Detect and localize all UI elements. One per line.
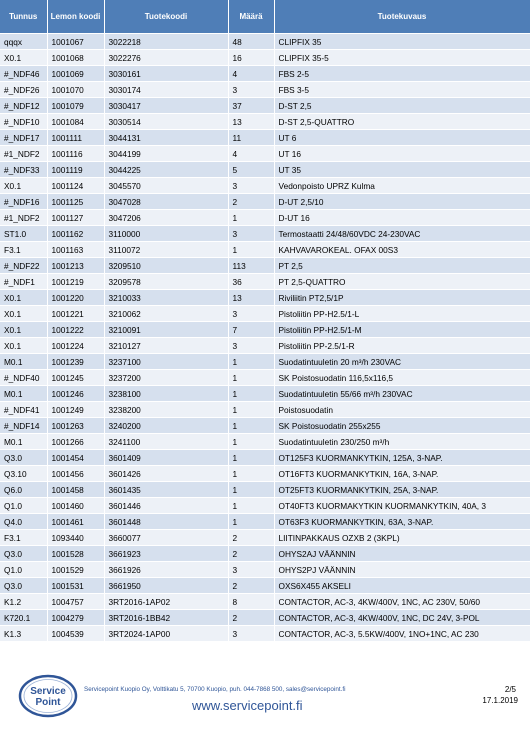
- cell-lemon-koodi: 1001458: [47, 482, 104, 498]
- table-row: [0, 34, 530, 50]
- cell-tuotekoodi: 3241100: [104, 434, 228, 450]
- table-row: [0, 242, 530, 258]
- cell-tunnus: qqqx: [0, 34, 47, 50]
- cell-tuotekoodi: 3661926: [104, 562, 228, 578]
- cell-tuotekuvaus: D-ST 2,5-QUATTRO: [274, 114, 530, 130]
- cell-maara: 1: [228, 498, 274, 514]
- cell-tuotekoodi: 3022276: [104, 50, 228, 66]
- cell-tuotekuvaus: OT25FT3 KUORMANKYTKIN, 25A, 3-NAP.: [274, 482, 530, 498]
- table-row: [0, 482, 530, 498]
- cell-tuotekoodi: 3RT2016-1BB42: [104, 610, 228, 626]
- cell-maara: 1: [228, 354, 274, 370]
- table-row: [0, 98, 530, 114]
- cell-tunnus: Q3.10: [0, 466, 47, 482]
- cell-tunnus: Q1.0: [0, 562, 47, 578]
- cell-maara: 1: [228, 242, 274, 258]
- cell-tuotekoodi: 3030417: [104, 98, 228, 114]
- cell-lemon-koodi: 1001222: [47, 322, 104, 338]
- page-footer: [0, 672, 530, 737]
- cell-maara: 16: [228, 50, 274, 66]
- cell-maara: 3: [228, 562, 274, 578]
- cell-lemon-koodi: 1004279: [47, 610, 104, 626]
- header-maara: Määrä: [228, 0, 274, 34]
- cell-maara: 5: [228, 162, 274, 178]
- cell-tuotekuvaus: CONTACTOR, AC-3, 5.5KW/400V, 1NO+1NC, AC 230: [274, 626, 530, 642]
- cell-lemon-koodi: 1001067: [47, 34, 104, 50]
- cell-tuotekoodi: 3045570: [104, 178, 228, 194]
- cell-tunnus: #1_NDF2: [0, 146, 47, 162]
- cell-tuotekoodi: 3210091: [104, 322, 228, 338]
- cell-lemon-koodi: 1001266: [47, 434, 104, 450]
- cell-tuotekuvaus: CONTACTOR, AC-3, 4KW/400V, 1NC, DC 24V, 3-POL: [274, 610, 530, 626]
- cell-lemon-koodi: 1001528: [47, 546, 104, 562]
- cell-tuotekuvaus: Pistoliitin PP-H2.5/1-L: [274, 306, 530, 322]
- cell-tunnus: X0.1: [0, 290, 47, 306]
- table-row: [0, 386, 530, 402]
- cell-lemon-koodi: 1001068: [47, 50, 104, 66]
- cell-lemon-koodi: 1001249: [47, 402, 104, 418]
- cell-tunnus: M0.1: [0, 434, 47, 450]
- cell-maara: 13: [228, 290, 274, 306]
- cell-tuotekuvaus: OXS6X455 AKSELI: [274, 578, 530, 594]
- cell-tuotekoodi: 3238200: [104, 402, 228, 418]
- cell-tunnus: #_NDF46: [0, 66, 47, 82]
- cell-maara: 48: [228, 34, 274, 50]
- table-row: [0, 258, 530, 274]
- cell-tuotekoodi: 3110072: [104, 242, 228, 258]
- cell-tuotekoodi: 3030174: [104, 82, 228, 98]
- cell-maara: 2: [228, 194, 274, 210]
- cell-tuotekuvaus: D-ST 2,5: [274, 98, 530, 114]
- cell-maara: 13: [228, 114, 274, 130]
- cell-lemon-koodi: 1004757: [47, 594, 104, 610]
- table-row: [0, 578, 530, 594]
- cell-tunnus: X0.1: [0, 50, 47, 66]
- cell-maara: 2: [228, 578, 274, 594]
- table-row: [0, 434, 530, 450]
- cell-maara: 4: [228, 66, 274, 82]
- cell-tunnus: F3.1: [0, 530, 47, 546]
- table-row: [0, 210, 530, 226]
- table-row: [0, 178, 530, 194]
- cell-tunnus: #_NDF40: [0, 370, 47, 386]
- table-row: [0, 274, 530, 290]
- table-row: [0, 594, 530, 610]
- cell-tuotekuvaus: CONTACTOR, AC-3, 4KW/400V, 1NC, AC 230V, 50/60: [274, 594, 530, 610]
- cell-lemon-koodi: 1001124: [47, 178, 104, 194]
- cell-lemon-koodi: 1004539: [47, 626, 104, 642]
- table-row: [0, 194, 530, 210]
- cell-lemon-koodi: 1001220: [47, 290, 104, 306]
- cell-tuotekoodi: 3210033: [104, 290, 228, 306]
- table-row: [0, 546, 530, 562]
- cell-tunnus: M0.1: [0, 354, 47, 370]
- cell-maara: 3: [228, 626, 274, 642]
- cell-maara: 36: [228, 274, 274, 290]
- cell-tuotekoodi: 3661950: [104, 578, 228, 594]
- cell-lemon-koodi: 1001119: [47, 162, 104, 178]
- cell-tuotekuvaus: OT40FT3 KUORMAKYTKIN KUORMANKYTKIN, 40A, 3: [274, 498, 530, 514]
- cell-lemon-koodi: 1001263: [47, 418, 104, 434]
- cell-lemon-koodi: 1001125: [47, 194, 104, 210]
- cell-lemon-koodi: 1001213: [47, 258, 104, 274]
- cell-tunnus: X0.1: [0, 338, 47, 354]
- cell-tunnus: #_NDF26: [0, 82, 47, 98]
- cell-maara: 37: [228, 98, 274, 114]
- cell-maara: 11: [228, 130, 274, 146]
- cell-tunnus: #_NDF14: [0, 418, 47, 434]
- cell-tuotekoodi: 3044225: [104, 162, 228, 178]
- cell-maara: 1: [228, 370, 274, 386]
- cell-tunnus: ST1.0: [0, 226, 47, 242]
- cell-tuotekuvaus: FBS 2-5: [274, 66, 530, 82]
- cell-tuotekuvaus: Riviliitin PT2,5/1P: [274, 290, 530, 306]
- cell-tuotekuvaus: UT 16: [274, 146, 530, 162]
- website-link[interactable]: www.servicepoint.fi: [192, 698, 303, 713]
- cell-tunnus: K720.1: [0, 610, 47, 626]
- cell-maara: 3: [228, 306, 274, 322]
- cell-lemon-koodi: 1001456: [47, 466, 104, 482]
- cell-tuotekuvaus: Suodatintuuletin 20 m³/h 230VAC: [274, 354, 530, 370]
- logo-text-point: Point: [35, 697, 61, 708]
- table-row: [0, 306, 530, 322]
- table-row: [0, 626, 530, 642]
- cell-tuotekoodi: 3209578: [104, 274, 228, 290]
- cell-maara: 3: [228, 338, 274, 354]
- cell-tuotekuvaus: Suodatintuuletin 55/66 m³/h 230VAC: [274, 386, 530, 402]
- cell-tuotekuvaus: CLIPFIX 35-5: [274, 50, 530, 66]
- cell-maara: 1: [228, 514, 274, 530]
- cell-tunnus: Q3.0: [0, 450, 47, 466]
- cell-lemon-koodi: 1001246: [47, 386, 104, 402]
- cell-tuotekuvaus: CLIPFIX 35: [274, 34, 530, 50]
- cell-tunnus: #_NDF41: [0, 402, 47, 418]
- cell-maara: 1: [228, 402, 274, 418]
- table-row: [0, 82, 530, 98]
- cell-tunnus: #_NDF22: [0, 258, 47, 274]
- table-row: [0, 498, 530, 514]
- cell-tuotekoodi: 3238100: [104, 386, 228, 402]
- cell-tuotekuvaus: FBS 3-5: [274, 82, 530, 98]
- service-point-logo: [18, 674, 78, 718]
- table-row: [0, 370, 530, 386]
- cell-tuotekoodi: 3210062: [104, 306, 228, 322]
- table-body: [0, 34, 530, 642]
- table-row: [0, 562, 530, 578]
- cell-tuotekoodi: 3209510: [104, 258, 228, 274]
- cell-tuotekuvaus: OT63F3 KUORMANKYTKIN, 63A, 3-NAP.: [274, 514, 530, 530]
- cell-tunnus: F3.1: [0, 242, 47, 258]
- header-lemon-koodi: Lemon koodi: [47, 0, 104, 34]
- cell-lemon-koodi: 1001461: [47, 514, 104, 530]
- cell-tuotekuvaus: OHYS2PJ VÄÄNNIN: [274, 562, 530, 578]
- cell-tuotekoodi: 3030514: [104, 114, 228, 130]
- cell-tuotekuvaus: D-UT 2,5/10: [274, 194, 530, 210]
- cell-tuotekoodi: 3210127: [104, 338, 228, 354]
- cell-maara: 1: [228, 466, 274, 482]
- cell-tuotekuvaus: OT16FT3 KUORMANKYTKIN, 16A, 3-NAP.: [274, 466, 530, 482]
- cell-lemon-koodi: 1001219: [47, 274, 104, 290]
- table-row: [0, 146, 530, 162]
- cell-maara: 113: [228, 258, 274, 274]
- table-row: [0, 162, 530, 178]
- table-row: [0, 226, 530, 242]
- cell-tunnus: #_NDF17: [0, 130, 47, 146]
- cell-tuotekuvaus: D-UT 16: [274, 210, 530, 226]
- cell-tunnus: #_NDF10: [0, 114, 47, 130]
- header-tuotekuvaus: Tuotekuvaus: [274, 0, 530, 34]
- cell-tuotekuvaus: Poistosuodatin: [274, 402, 530, 418]
- cell-maara: 1: [228, 418, 274, 434]
- table-row: [0, 402, 530, 418]
- cell-tuotekuvaus: PT 2,5: [274, 258, 530, 274]
- page-number: 2/5: [504, 685, 516, 694]
- table-row: [0, 418, 530, 434]
- cell-maara: 1: [228, 210, 274, 226]
- cell-lemon-koodi: 1001531: [47, 578, 104, 594]
- table-row: [0, 466, 530, 482]
- cell-maara: 2: [228, 530, 274, 546]
- cell-tuotekoodi: 3661923: [104, 546, 228, 562]
- table-row: [0, 450, 530, 466]
- table-row: [0, 114, 530, 130]
- table-header-row: [0, 0, 530, 34]
- table-row: [0, 322, 530, 338]
- cell-tuotekoodi: 3237100: [104, 354, 228, 370]
- cell-tuotekoodi: 3030161: [104, 66, 228, 82]
- cell-maara: 1: [228, 450, 274, 466]
- cell-tuotekoodi: 3237200: [104, 370, 228, 386]
- cell-tuotekuvaus: PT 2,5-QUATTRO: [274, 274, 530, 290]
- cell-tuotekoodi: 3RT2016-1AP02: [104, 594, 228, 610]
- cell-lemon-koodi: 1001070: [47, 82, 104, 98]
- cell-lemon-koodi: 1001454: [47, 450, 104, 466]
- cell-lemon-koodi: 1001127: [47, 210, 104, 226]
- cell-tuotekuvaus: Vedonpoisto UPRZ Kulma: [274, 178, 530, 194]
- cell-lemon-koodi: 1001529: [47, 562, 104, 578]
- cell-tunnus: Q4.0: [0, 514, 47, 530]
- cell-tuotekuvaus: Pistoliitin PP-2.5/1-R: [274, 338, 530, 354]
- cell-tunnus: #_NDF1: [0, 274, 47, 290]
- cell-tuotekoodi: 3110000: [104, 226, 228, 242]
- cell-maara: 7: [228, 322, 274, 338]
- table-row: [0, 130, 530, 146]
- cell-tunnus: #_NDF33: [0, 162, 47, 178]
- cell-lemon-koodi: 1001079: [47, 98, 104, 114]
- table-row: [0, 514, 530, 530]
- cell-tuotekuvaus: UT 6: [274, 130, 530, 146]
- cell-maara: 2: [228, 546, 274, 562]
- cell-lemon-koodi: 1001221: [47, 306, 104, 322]
- company-info: Servicepoint Kuopio Oy, Volttikatu 5, 70700 Kuopio, puh. 044-7868 500, sales@servicepoint.fi: [84, 686, 346, 693]
- cell-tuotekoodi: 3022218: [104, 34, 228, 50]
- table-row: [0, 50, 530, 66]
- cell-tuotekoodi: 3601426: [104, 466, 228, 482]
- cell-maara: 1: [228, 434, 274, 450]
- cell-tuotekuvaus: KAHVAVAROKEAL. OFAX 00S3: [274, 242, 530, 258]
- cell-tuotekoodi: 3601409: [104, 450, 228, 466]
- cell-tuotekoodi: 3660077: [104, 530, 228, 546]
- cell-tunnus: Q3.0: [0, 578, 47, 594]
- cell-tuotekuvaus: OHYS2AJ VÄÄNNIN: [274, 546, 530, 562]
- cell-lemon-koodi: 1001245: [47, 370, 104, 386]
- cell-tuotekoodi: 3RT2024-1AP00: [104, 626, 228, 642]
- cell-lemon-koodi: 1001069: [47, 66, 104, 82]
- table-row: [0, 66, 530, 82]
- cell-tuotekuvaus: Pistoliitin PP-H2.5/1-M: [274, 322, 530, 338]
- cell-tuotekuvaus: SK Poistosuodatin 116,5x116,5: [274, 370, 530, 386]
- header-tunnus: Tunnus: [0, 0, 47, 34]
- cell-maara: 1: [228, 482, 274, 498]
- cell-tuotekoodi: 3601448: [104, 514, 228, 530]
- table-row: [0, 530, 530, 546]
- cell-tuotekoodi: 3601435: [104, 482, 228, 498]
- cell-lemon-koodi: 1001163: [47, 242, 104, 258]
- cell-tuotekoodi: 3044199: [104, 146, 228, 162]
- cell-tunnus: X0.1: [0, 178, 47, 194]
- cell-maara: 3: [228, 226, 274, 242]
- cell-tuotekuvaus: Termostaatti 24/48/60VDC 24-230VAC: [274, 226, 530, 242]
- cell-lemon-koodi: 1093440: [47, 530, 104, 546]
- cell-tuotekuvaus: OT125F3 KUORMANKYTKIN, 125A, 3-NAP.: [274, 450, 530, 466]
- cell-maara: 3: [228, 178, 274, 194]
- cell-tunnus: X0.1: [0, 322, 47, 338]
- cell-tuotekuvaus: UT 35: [274, 162, 530, 178]
- cell-tunnus: Q6.0: [0, 482, 47, 498]
- cell-tuotekoodi: 3047206: [104, 210, 228, 226]
- cell-tunnus: #_NDF16: [0, 194, 47, 210]
- cell-tuotekuvaus: SK Poistosuodatin 255x255: [274, 418, 530, 434]
- cell-tunnus: M0.1: [0, 386, 47, 402]
- logo-text-service: Service: [30, 686, 66, 697]
- cell-tunnus: #_NDF12: [0, 98, 47, 114]
- table-row: [0, 354, 530, 370]
- header-tuotekoodi: Tuotekoodi: [104, 0, 228, 34]
- cell-tunnus: K1.3: [0, 626, 47, 642]
- cell-maara: 3: [228, 82, 274, 98]
- cell-tuotekoodi: 3601446: [104, 498, 228, 514]
- cell-tunnus: X0.1: [0, 306, 47, 322]
- cell-maara: 8: [228, 594, 274, 610]
- cell-lemon-koodi: 1001111: [47, 130, 104, 146]
- cell-tuotekuvaus: Suodatintuuletin 230/250 m³/h: [274, 434, 530, 450]
- cell-maara: 1: [228, 386, 274, 402]
- table-row: [0, 338, 530, 354]
- cell-tuotekoodi: 3047028: [104, 194, 228, 210]
- cell-tunnus: K1.2: [0, 594, 47, 610]
- table-row: [0, 610, 530, 626]
- cell-maara: 2: [228, 610, 274, 626]
- cell-tuotekuvaus: LIITINPAKKAUS OZXB 2 (3KPL): [274, 530, 530, 546]
- cell-tuotekoodi: 3044131: [104, 130, 228, 146]
- cell-lemon-koodi: 1001460: [47, 498, 104, 514]
- cell-lemon-koodi: 1001116: [47, 146, 104, 162]
- cell-tuotekoodi: 3240200: [104, 418, 228, 434]
- cell-maara: 4: [228, 146, 274, 162]
- document-date: 17.1.2019: [482, 696, 518, 705]
- cell-lemon-koodi: 1001224: [47, 338, 104, 354]
- cell-tunnus: #1_NDF2: [0, 210, 47, 226]
- table-row: [0, 290, 530, 306]
- cell-lemon-koodi: 1001239: [47, 354, 104, 370]
- cell-tunnus: Q1.0: [0, 498, 47, 514]
- cell-tunnus: Q3.0: [0, 546, 47, 562]
- cell-lemon-koodi: 1001084: [47, 114, 104, 130]
- cell-lemon-koodi: 1001162: [47, 226, 104, 242]
